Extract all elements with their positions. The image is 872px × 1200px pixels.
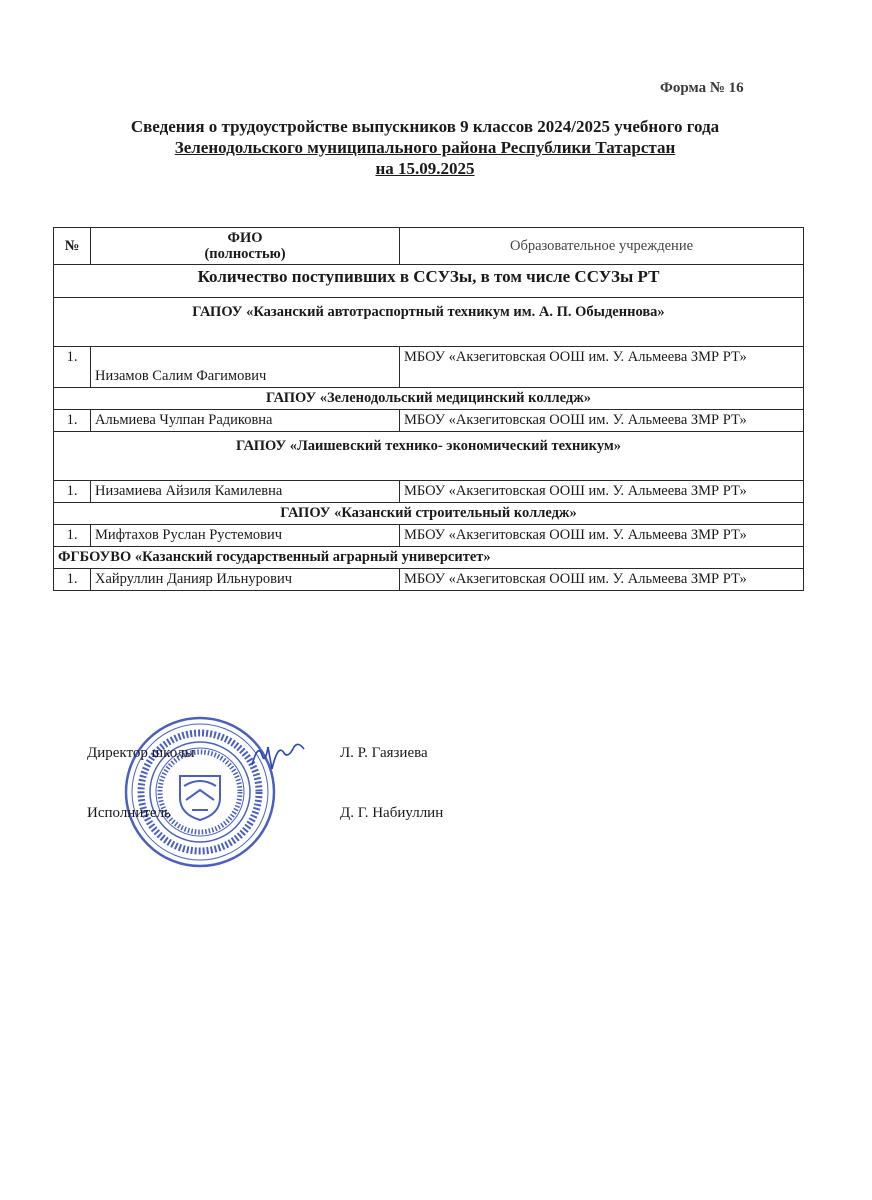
institution-name: ГАПОУ «Казанский строительный колледж» [54,503,804,525]
col-fio-header [91,228,400,265]
director-label: Директор школы [87,745,195,761]
institution-row [54,547,804,569]
table-row [54,410,804,432]
row-name: Альмиева Чулпан Радиковна [91,410,400,432]
table-row [54,481,804,503]
institution-row [54,388,804,410]
table-header-row [54,228,804,265]
table-row [54,347,804,388]
row-school: МБОУ «Акзегитовская ООШ им. У. Альмеева ЗМР РТ» [400,569,804,591]
row-school: МБОУ «Акзегитовская ООШ им. У. Альмеева ЗМР РТ» [400,525,804,547]
executor-label: Исполнитель [87,805,171,821]
institution-name: ГАПОУ «Лаишевский технико- экономический техникум» [54,432,804,481]
total-row [54,265,804,298]
institution-row [54,432,804,481]
row-num: 1. [54,569,91,591]
row-name: Низамов Салим Фагимович [91,347,400,388]
header-title: Сведения о трудоустройстве выпускников 9 классов 2024/2025 учебного года [130,117,720,136]
executor-name: Д. Г. Набиуллин [340,805,444,821]
row-school: МБОУ «Акзегитовская ООШ им. У. Альмеева ЗМР РТ» [400,481,804,503]
row-name: Мифтахов Руслан Рустемович [91,525,400,547]
graduates-table [53,227,804,591]
col-school-header: Образовательное учреждение [400,228,804,265]
row-num: 1. [54,347,91,388]
director-signature [248,735,308,775]
table-row [54,569,804,591]
institution-name: ГАПОУ «Казанский автотраспортный техникум им. А. П. Обыденнова» [54,298,804,347]
total-label: Количество поступивших в ССУЗы, в том числе ССУЗы РТ [54,265,804,298]
col-num-header: № [54,228,91,265]
row-name: Низамиева Айзиля Камилевна [91,481,400,503]
row-school: МБОУ «Акзегитовская ООШ им. У. Альмеева ЗМР РТ» [400,347,804,388]
form-number: Форма № 16 [660,80,744,96]
row-num: 1. [54,525,91,547]
row-name: Хайруллин Данияр Ильнурович [91,569,400,591]
col-fio-subtitle: (полностью) [204,246,286,262]
header-district: Зеленодольского муниципального района Республики Татарстан [174,138,676,157]
header-date: на 15.09.2025 [375,159,475,178]
table-row [54,525,804,547]
institution-name: ГАПОУ «Зеленодольский медицинский колледж» [54,388,804,410]
row-school: МБОУ «Акзегитовская ООШ им. У. Альмеева ЗМР РТ» [400,410,804,432]
institution-row [54,298,804,347]
row-num: 1. [54,410,91,432]
row-num: 1. [54,481,91,503]
institution-name: ФГБОУВО «Казанский государственный аграрный университет» [54,547,804,569]
director-name: Л. Р. Гаязиева [340,745,428,761]
col-fio-title: ФИО [227,230,263,246]
document-header [80,116,770,179]
institution-row [54,503,804,525]
